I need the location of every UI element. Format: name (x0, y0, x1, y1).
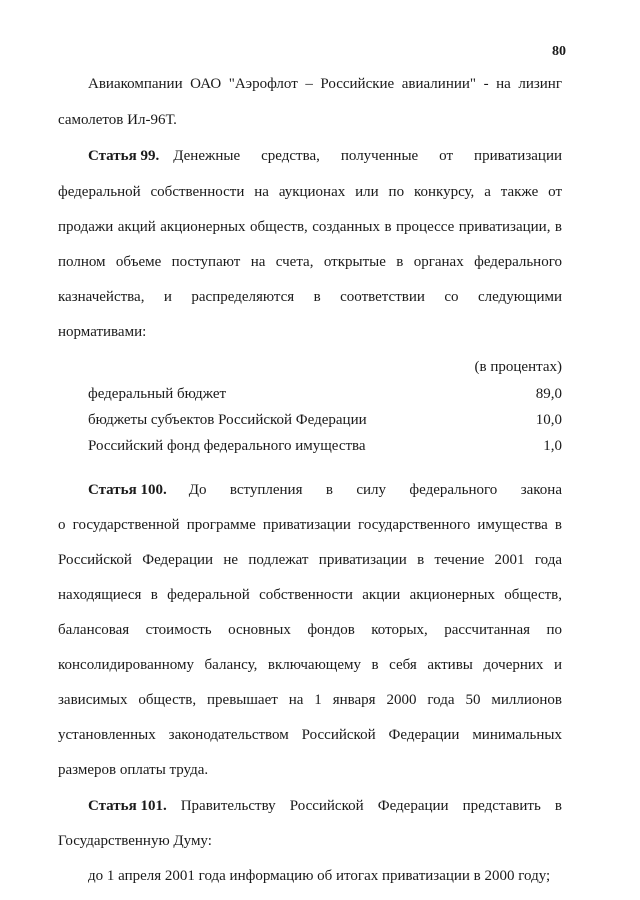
intro-line-2: самолетов Ил-96Т. (58, 112, 177, 128)
article-100-line-1: До вступления в силу федерального закона (188, 482, 562, 498)
article-101-line-2: Государственную Думу: (58, 833, 212, 849)
distribution-item-value: 1,0 (543, 438, 562, 454)
distribution-item-name: бюджеты субъектов Российской Федерации (88, 412, 367, 428)
article-101-first-line (88, 796, 562, 816)
intro-line-1: Авиакомпании ОАО "Аэрофлот – Российские авиалинии" - на лизинг (88, 76, 562, 92)
page-number: 80 (552, 44, 566, 59)
percent-unit-label: (в процентах) (474, 359, 562, 375)
distribution-row (88, 436, 562, 456)
article-99-line-3: продажи акций акционерных обществ, созданных в процессе приватизации, в (58, 219, 562, 235)
article-100-first-line (88, 480, 562, 500)
distribution-row (88, 384, 562, 404)
article-99-line-4: полном объеме поступают на счета, открытые в органах федерального (58, 254, 562, 270)
article-99-first-line (88, 146, 562, 166)
article-99-line-1: Денежные средства, полученные от приватизации (173, 148, 562, 164)
article-100-line-4: находящиеся в федеральной собственности акции акционерных обществ, (58, 587, 562, 603)
article-100-line-2: о государственной программе приватизации государственного имущества в (58, 517, 562, 533)
distribution-item-name: федеральный бюджет (88, 386, 227, 402)
article-99-line-2: федеральной собственности на аукционах или по конкурсу, а также от (58, 184, 562, 200)
article-100-line-7: зависимых обществ, превышает на 1 января 2000 года 50 миллионов (58, 692, 562, 708)
article-100-line-9: размеров оплаты труда. (58, 762, 209, 778)
article-101-line-3: до 1 апреля 2001 года информацию об итогах приватизации в 2000 году; (88, 868, 551, 884)
article-100-line-5: балансовая стоимость основных фондов которых, рассчитанная по (58, 622, 562, 638)
article-100-line-3: Российской Федерации не подлежат приватизации в течение 2001 года (58, 552, 562, 568)
distribution-item-value: 89,0 (535, 386, 562, 402)
article-100-line-6: консолидированному балансу, включающему в себя активы дочерних и (58, 657, 562, 673)
article-101-label: Статья 101. (88, 798, 167, 814)
article-100-label: Статья 100. (88, 482, 167, 498)
article-101-line-1: Правительству Российской Федерации представить в (180, 798, 562, 814)
article-99-line-6: нормативами: (58, 324, 147, 340)
article-99-line-5: казначейства, и распределяются в соответствии со следующими (58, 289, 562, 305)
article-100-line-8: установленных законодательством Российской Федерации минимальных (58, 727, 562, 743)
article-99-label: Статья 99. (88, 148, 160, 164)
distribution-row (88, 410, 562, 430)
distribution-item-name: Российский фонд федерального имущества (88, 438, 366, 454)
distribution-item-value: 10,0 (535, 412, 562, 428)
